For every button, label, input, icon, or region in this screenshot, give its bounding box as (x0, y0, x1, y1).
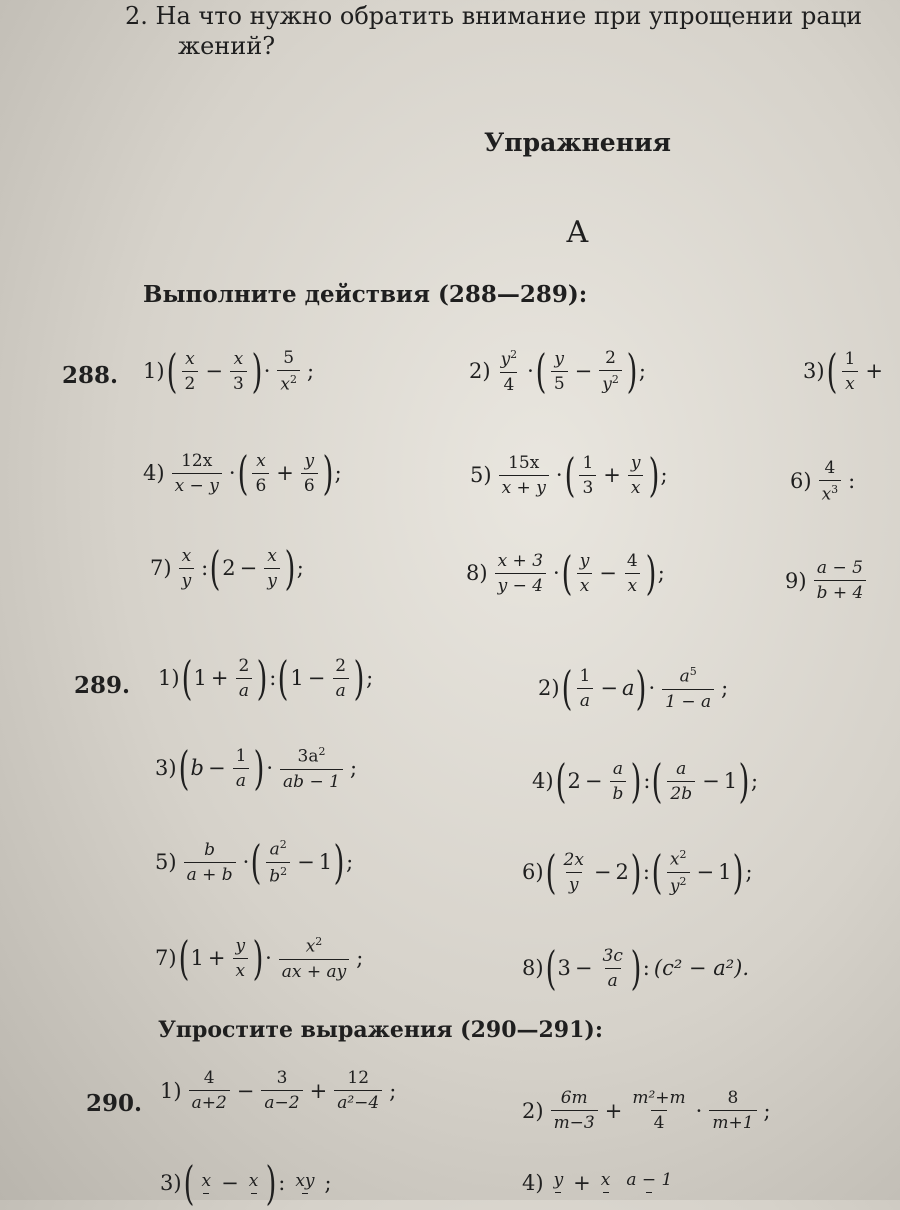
exercise-288-1: 1) ( $\frac{x}{2}$ − $\frac{x}{3}$ ) · $\frac{5}{x^2}$ ; (143, 344, 315, 399)
label: 1) (143, 359, 165, 384)
exercise-288-4: 4) $\frac{12x}{x - y}$ · ( $\frac{x}{6}$ + $\frac{y}{6}$ ) ; (143, 446, 342, 500)
question-2-line2: жений? (178, 32, 276, 60)
exercise-289-4: 4) ( 2 − $\frac{a}{b}$ ) : ( $\frac{a}{2b}$ − 1 ) ; (532, 754, 759, 808)
question-2-line1: 2. На что нужно обратить внимание при упрощении раци (125, 2, 863, 30)
instruction-288-289: Выполните действия (288—289): (143, 281, 588, 308)
exercise-290-4: 4) y + x a − 1 (522, 1170, 673, 1195)
instruction-290-291: Упростите выражения (290—291): (158, 1017, 603, 1043)
exercise-289-6: 6) ( $\frac{2x}{y}$ − 2 ) : ( $\frac{x^2}{y^2}$ − 1 ) ; (522, 845, 753, 900)
exercise-290-3: 3) ( x − x ) : xy ; (160, 1156, 332, 1210)
exercise-289-3: 3) ( b − $\frac{1}{a}$ ) · $\frac{3a^2}{ab - 1}$ ; (155, 741, 358, 796)
exercise-288-5: 5) $\frac{15x}{x + y}$ · ( $\frac{1}{3}$ + $\frac{y}{x}$ ) ; (470, 448, 668, 502)
exercise-289-2: 2) ( $\frac{1}{a}$ − a ) · $\frac{a^5}{1 - a}$ ; (538, 661, 729, 716)
level-heading: А (566, 215, 589, 250)
exercise-289-5: 5) $\frac{b}{a + b}$ · ( $\frac{a^2}{b^2}$ − 1 ) ; (155, 835, 354, 890)
problem-number-290: 290. (86, 1090, 143, 1117)
problem-number-288: 288. (62, 362, 119, 389)
exercise-288-8: 8) $\frac{x + 3}{y - 4}$ · ( $\frac{y}{x}$ − $\frac{4}{x}$ ) ; (466, 546, 665, 600)
problem-number-289: 289. (74, 672, 131, 699)
exercise-290-1: 1) $\frac{4}{a+2}$ − $\frac{3}{a-2}$ + $\frac{12}{\text{a²−4}}$ ; (160, 1068, 397, 1113)
exercise-288-3: 3) ( $\frac{1}{x}$ + (803, 344, 883, 398)
exercise-289-7: 7) ( 1 + $\frac{y}{x}$ ) · $\frac{x^2}{ax + ay}$ ; (155, 931, 364, 986)
exercise-289-1: 1) ( 1 + $\frac{2}{a}$ ) : ( 1 − $\frac{2}{a}$ ) ; (158, 651, 374, 705)
exercise-288-2: 2) $\frac{y^2}{4}$ · ( $\frac{y}{5}$ − $\frac{2}{y^2}$ ) ; (469, 344, 646, 399)
section-title: Упражнения (484, 128, 672, 157)
exercise-290-2: 2) $\frac{6m}{m-3}$ + $\frac{\text{m²+m}}{4}$ · $\frac{8}{m+1}$ ; (522, 1088, 771, 1133)
exercise-288-7: 7) $\frac{x}{y}$ : ( 2 − $\frac{x}{y}$ ) ; (150, 541, 304, 595)
exercise-288-9: 9) $\frac{a - 5}{b + 4}$ (785, 558, 869, 603)
exercise-288-6: 6) $\frac{4}{x^3}$ : (790, 458, 856, 505)
exercise-289-8: 8) ( 3 − $\frac{3c}{a}$ ) : (c² − a²). (522, 941, 750, 995)
